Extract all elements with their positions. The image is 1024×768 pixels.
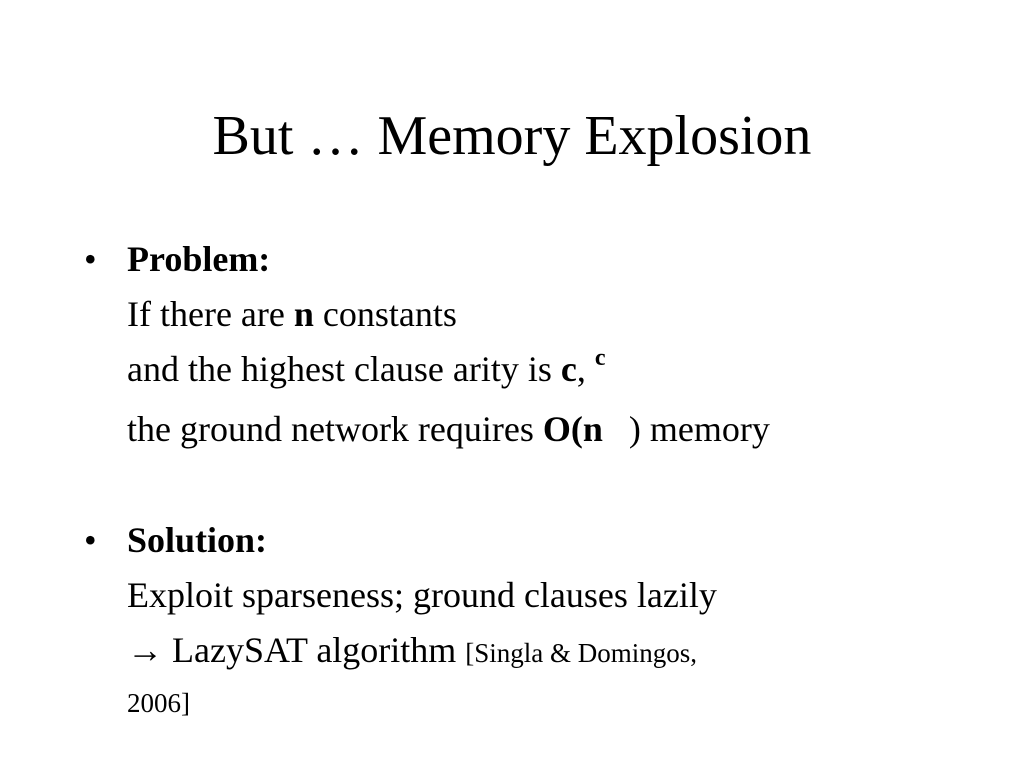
bullet-solution-body bbox=[127, 513, 987, 725]
problem-line-2 bbox=[127, 342, 987, 402]
problem-line-1-suffix: constants bbox=[313, 294, 457, 334]
problem-line-2-suffix: , bbox=[576, 349, 586, 389]
problem-line-1 bbox=[127, 287, 987, 342]
solution-heading: Solution: bbox=[127, 520, 268, 560]
problem-var-c: c bbox=[560, 349, 577, 389]
bullet-problem-body bbox=[127, 232, 987, 457]
problem-line-3 bbox=[127, 402, 987, 457]
solution-line-2 bbox=[127, 623, 987, 681]
problem-line-2-prefix: and the highest clause arity is bbox=[127, 349, 561, 389]
problem-line-3-prefix: the ground network requires bbox=[127, 409, 543, 449]
problem-var-n: n bbox=[293, 294, 314, 334]
bullet-dot: • bbox=[84, 520, 97, 560]
problem-line-3-suffix: ) memory bbox=[628, 409, 770, 449]
solution-line-1: Exploit sparseness; ground clauses lazily bbox=[127, 575, 717, 615]
problem-exponent-c: c bbox=[594, 345, 606, 371]
bullet-dot: • bbox=[84, 239, 97, 279]
slide-title: But … Memory Explosion bbox=[212, 105, 812, 167]
solution-citation-year: 2006] bbox=[127, 688, 190, 718]
problem-line-1-prefix: If there are bbox=[127, 294, 294, 334]
problem-heading: Problem: bbox=[127, 239, 271, 279]
solution-citation: [Singla & Domingos, bbox=[465, 638, 698, 668]
problem-big-o: O(n bbox=[542, 409, 603, 449]
solution-algorithm: → LazySAT algorithm bbox=[127, 630, 466, 670]
